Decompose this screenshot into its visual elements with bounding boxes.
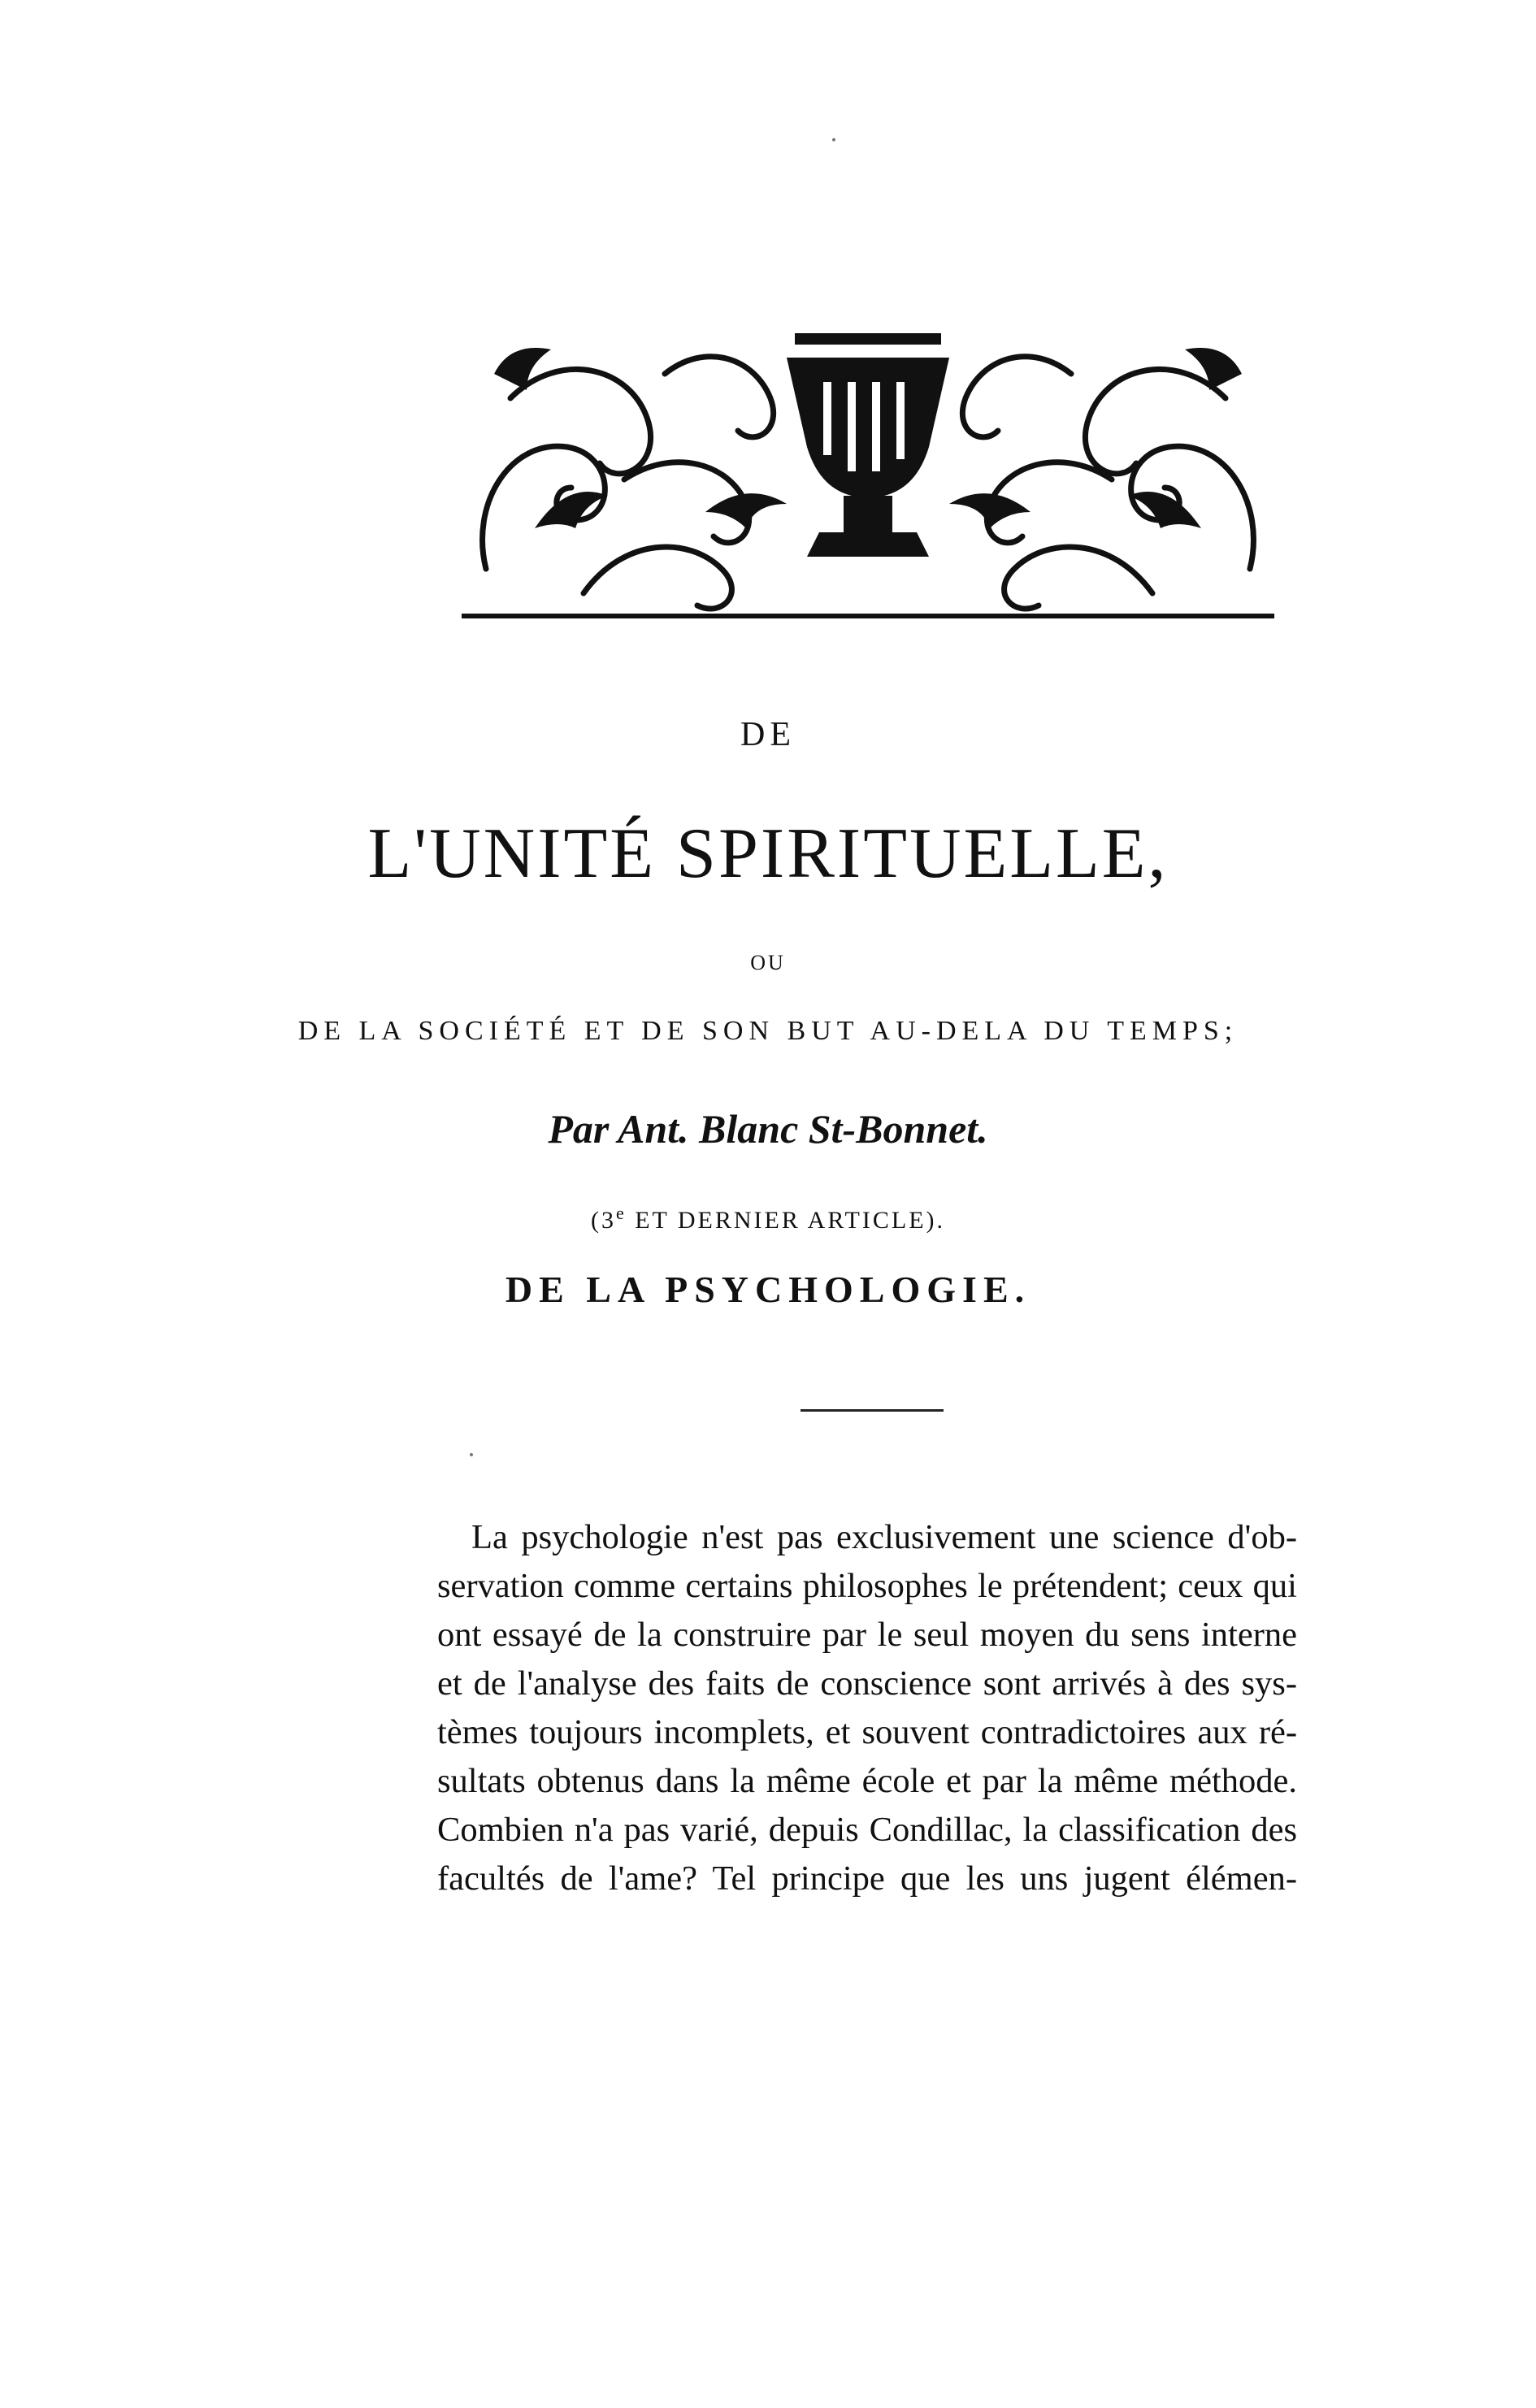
page-title: L'UNITÉ SPIRITUELLE, [367,814,1169,893]
floral-vase-ornament-icon [462,325,1274,634]
body-line: ont essayé de la construire par le seul moyen du sens interne [437,1616,1297,1654]
body-line: servation comme certains philosophes le prétendent; ceux qui [437,1567,1297,1605]
article-number [0,1203,1536,1234]
print-speck [470,1453,473,1456]
body-paragraph [437,1513,1297,1903]
article-number-suffix: e [615,1203,627,1223]
section-heading: DE LA PSYCHOLOGIE. [505,1269,1031,1310]
body-line: sultats obtenus dans la même école et par la même méthode. [437,1762,1297,1800]
divider-rule [801,1409,944,1412]
body-line: Combien n'a pas varié, depuis Condillac, la classification des [437,1811,1297,1849]
body-line: facultés de l'ame? Tel principe que les uns jugent élémen- [437,1859,1297,1898]
author-byline: Par Ant. Blanc St-Bonnet. [548,1106,988,1152]
title-conjunction: OU [750,951,786,974]
title-prefix: DE [740,716,796,753]
article-number-rest: ET DERNIER ARTICLE). [626,1207,946,1234]
print-speck [832,138,835,141]
body-line: et de l'analyse des faits de conscience sont arrivés à des sys- [437,1664,1297,1703]
article-number-open: (3 [590,1207,616,1234]
subtitle: DE LA SOCIÉTÉ ET DE SON BUT AU-DELA DU TEMPS; [297,1016,1239,1046]
body-line: tèmes toujours incomplets, et souvent contradictoires aux ré- [437,1713,1297,1751]
body-line: La psychologie n'est pas exclusivement une science d'ob- [471,1518,1297,1556]
